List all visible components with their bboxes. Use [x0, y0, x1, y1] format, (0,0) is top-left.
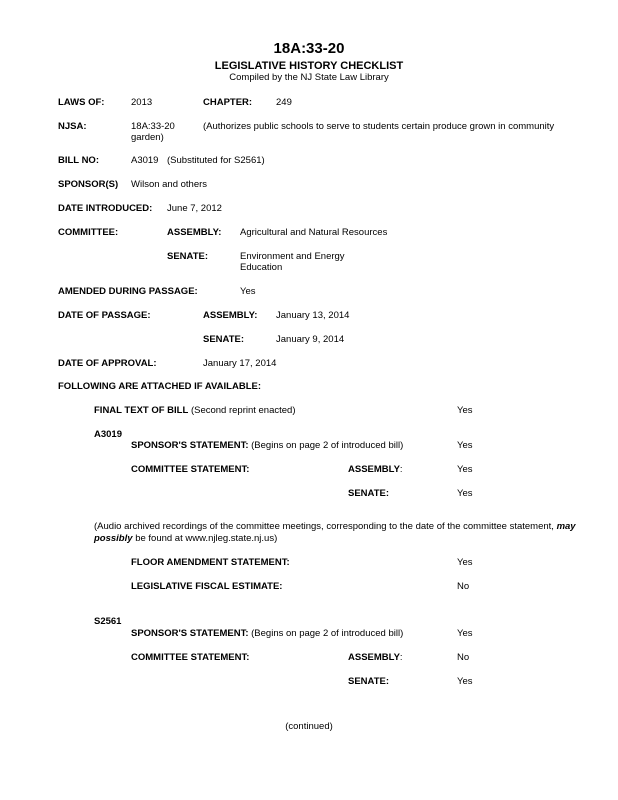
- a3019-senate-value: Yes: [457, 488, 473, 499]
- s2561-assembly-colon: :: [399, 652, 403, 663]
- final-text-row: [94, 405, 296, 416]
- audio-note-part2: be found at www.njleg.state.nj.us): [135, 533, 278, 544]
- committee-assembly-value: Agricultural and Natural Resources: [240, 227, 388, 238]
- chapter-label: CHAPTER:: [203, 97, 253, 108]
- approval-label: DATE OF APPROVAL:: [58, 358, 157, 369]
- floor-amendment-value: Yes: [457, 557, 473, 568]
- chapter-value: 249: [276, 97, 292, 108]
- passage-senate-value: January 9, 2014: [276, 334, 345, 345]
- audio-note-possibly: possibly: [94, 533, 133, 544]
- date-introduced-label: DATE INTRODUCED:: [58, 203, 153, 214]
- committee-senate-label: SENATE:: [167, 251, 208, 262]
- committee-senate-value-2: Education: [240, 262, 283, 273]
- passage-senate-label: SENATE:: [203, 334, 244, 345]
- s2561-assembly-value: No: [457, 652, 470, 663]
- a3019-senate-label: SENATE:: [348, 488, 389, 499]
- audio-note-part1: (Audio archived recordings of the committee meetings, corresponding to the date of the committee statement,: [94, 521, 554, 532]
- a3019-assembly-value: Yes: [457, 464, 473, 475]
- a3019-sponsor-note: (Begins on page 2 of introduced bill): [251, 440, 404, 451]
- document-code: 18A:33-20: [273, 40, 345, 57]
- sponsor-label: SPONSOR(S): [58, 179, 119, 190]
- s2561-sponsor-row: [131, 628, 403, 639]
- amended-value: Yes: [240, 286, 256, 297]
- compiled-by: Compiled by the NJ State Law Library: [229, 72, 389, 83]
- a3019-assembly-colon: :: [399, 464, 403, 475]
- s2561-assembly-row: [348, 652, 403, 663]
- njsa-value: 18A:33-20: [131, 121, 175, 132]
- continued-note: (continued): [285, 721, 333, 732]
- s2561-sponsor-label: SPONSOR'S STATEMENT:: [131, 628, 249, 639]
- laws-of-value: 2013: [131, 97, 153, 108]
- a3019-sponsor-value: Yes: [457, 440, 473, 451]
- floor-amendment-label: FLOOR AMENDMENT STATEMENT:: [131, 557, 290, 568]
- bill-no-label: BILL NO:: [58, 155, 99, 166]
- audio-note-line-1: [94, 521, 576, 532]
- passage-assembly-value: January 13, 2014: [276, 310, 350, 321]
- s2561-sponsor-value: Yes: [457, 628, 473, 639]
- audio-note-may: may: [556, 521, 576, 532]
- njsa-label: NJSA:: [58, 121, 87, 132]
- fiscal-estimate-value: No: [457, 581, 470, 592]
- date-introduced-value: June 7, 2012: [167, 203, 222, 214]
- a3019-assembly-label: ASSEMBLY: [348, 464, 400, 475]
- a3019-sponsor-label: SPONSOR'S STATEMENT:: [131, 440, 249, 451]
- s2561-senate-label: SENATE:: [348, 676, 389, 687]
- approval-value: January 17, 2014: [203, 358, 277, 369]
- amended-label: AMENDED DURING PASSAGE:: [58, 286, 198, 297]
- passage-label: DATE OF PASSAGE:: [58, 310, 151, 321]
- s2561-sponsor-note: (Begins on page 2 of introduced bill): [251, 628, 404, 639]
- a3019-sponsor-row: [131, 440, 403, 451]
- committee-label: COMMITTEE:: [58, 227, 119, 238]
- sponsor-value: Wilson and others: [131, 179, 208, 190]
- final-text-value: Yes: [457, 405, 473, 416]
- bill-no-value: A3019: [131, 155, 159, 166]
- s2561-assembly-label: ASSEMBLY: [348, 652, 400, 663]
- a3019-assembly-row: [348, 464, 403, 475]
- audio-note-line-2: [94, 533, 277, 544]
- committee-senate-value-1: Environment and Energy: [240, 251, 345, 262]
- document-title: LEGISLATIVE HISTORY CHECKLIST: [214, 60, 404, 72]
- a3019-committee-label: COMMITTEE STATEMENT:: [131, 464, 250, 475]
- njsa-description: (Authorizes public schools to serve to students certain produce grown in community: [203, 121, 555, 132]
- njsa-value-wrap: garden): [131, 132, 164, 143]
- s2561-bill-label: S2561: [94, 616, 122, 627]
- fiscal-estimate-label: LEGISLATIVE FISCAL ESTIMATE:: [131, 581, 283, 592]
- final-text-label: FINAL TEXT OF BILL: [94, 405, 189, 416]
- laws-of-label: LAWS OF:: [58, 97, 105, 108]
- passage-assembly-label: ASSEMBLY:: [203, 310, 258, 321]
- s2561-senate-value: Yes: [457, 676, 473, 687]
- committee-assembly-label: ASSEMBLY:: [167, 227, 222, 238]
- final-text-note: (Second reprint enacted): [190, 405, 296, 416]
- attached-heading: FOLLOWING ARE ATTACHED IF AVAILABLE:: [58, 381, 261, 392]
- a3019-bill-label: A3019: [94, 429, 122, 440]
- bill-no-note: (Substituted for S2561): [167, 155, 265, 166]
- s2561-committee-label: COMMITTEE STATEMENT:: [131, 652, 250, 663]
